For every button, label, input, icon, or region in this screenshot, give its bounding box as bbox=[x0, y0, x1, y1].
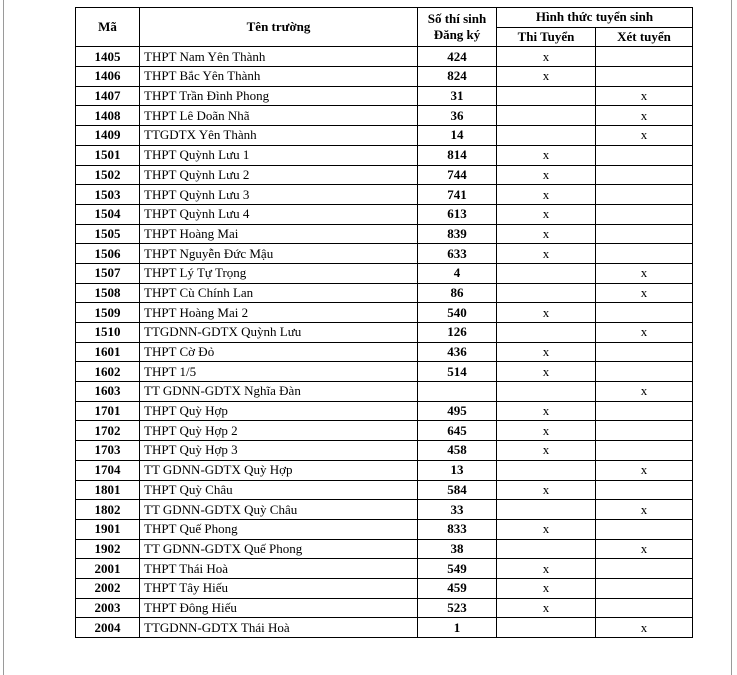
school-name-cell: THPT Quế Phong bbox=[140, 519, 418, 539]
exam-mark-cell bbox=[497, 86, 596, 106]
school-name-cell: THPT Bắc Yên Thành bbox=[140, 67, 418, 87]
review-mark-cell bbox=[596, 47, 693, 67]
exam-mark-cell: x bbox=[497, 185, 596, 205]
school-code-cell: 1701 bbox=[76, 401, 140, 421]
table-row bbox=[76, 145, 693, 165]
header-applicant-count bbox=[418, 8, 497, 47]
school-code-cell: 1801 bbox=[76, 480, 140, 500]
table-row bbox=[76, 126, 693, 146]
table-row bbox=[76, 421, 693, 441]
applicant-count-cell: 36 bbox=[418, 106, 497, 126]
review-mark-cell bbox=[596, 421, 693, 441]
review-mark-cell bbox=[596, 244, 693, 264]
review-mark-cell bbox=[596, 67, 693, 87]
table-row bbox=[76, 165, 693, 185]
review-mark-cell: x bbox=[596, 539, 693, 559]
header-count-line1: Số thí sinh bbox=[427, 11, 487, 27]
school-name-cell: THPT Thái Hoà bbox=[140, 559, 418, 579]
review-mark-cell: x bbox=[596, 323, 693, 343]
exam-mark-cell: x bbox=[497, 47, 596, 67]
school-code-cell: 1702 bbox=[76, 421, 140, 441]
review-mark-cell: x bbox=[596, 283, 693, 303]
review-mark-cell bbox=[596, 401, 693, 421]
applicant-count-cell: 833 bbox=[418, 519, 497, 539]
school-name-cell: THPT Quỳnh Lưu 3 bbox=[140, 185, 418, 205]
school-code-cell: 1901 bbox=[76, 519, 140, 539]
school-code-cell: 2004 bbox=[76, 618, 140, 638]
applicant-count-cell: 584 bbox=[418, 480, 497, 500]
header-review: Xét tuyển bbox=[596, 27, 693, 47]
school-code-cell: 1902 bbox=[76, 539, 140, 559]
applicant-count-cell: 86 bbox=[418, 283, 497, 303]
school-code-cell: 1602 bbox=[76, 362, 140, 382]
table-row bbox=[76, 244, 693, 264]
exam-mark-cell bbox=[497, 500, 596, 520]
school-name-cell: TTGDNN-GDTX Thái Hoà bbox=[140, 618, 418, 638]
school-code-cell: 1703 bbox=[76, 441, 140, 461]
school-code-cell: 1505 bbox=[76, 224, 140, 244]
exam-mark-cell bbox=[497, 106, 596, 126]
school-name-cell: THPT Quỳ Hợp 3 bbox=[140, 441, 418, 461]
school-code-cell: 1601 bbox=[76, 342, 140, 362]
exam-mark-cell: x bbox=[497, 421, 596, 441]
table-row bbox=[76, 323, 693, 343]
page-edge-left bbox=[3, 0, 4, 675]
applicant-count-cell: 514 bbox=[418, 362, 497, 382]
review-mark-cell: x bbox=[596, 263, 693, 283]
registration-table bbox=[75, 7, 693, 638]
review-mark-cell bbox=[596, 303, 693, 323]
applicant-count-cell: 633 bbox=[418, 244, 497, 264]
table-row bbox=[76, 283, 693, 303]
applicant-count-cell: 458 bbox=[418, 441, 497, 461]
applicant-count-cell: 1 bbox=[418, 618, 497, 638]
review-mark-cell: x bbox=[596, 500, 693, 520]
exam-mark-cell: x bbox=[497, 244, 596, 264]
review-mark-cell: x bbox=[596, 460, 693, 480]
table-row bbox=[76, 362, 693, 382]
review-mark-cell: x bbox=[596, 382, 693, 402]
applicant-count-cell: 13 bbox=[418, 460, 497, 480]
exam-mark-cell bbox=[497, 539, 596, 559]
applicant-count-cell: 436 bbox=[418, 342, 497, 362]
school-code-cell: 2002 bbox=[76, 578, 140, 598]
exam-mark-cell: x bbox=[497, 578, 596, 598]
school-code-cell: 1502 bbox=[76, 165, 140, 185]
review-mark-cell: x bbox=[596, 106, 693, 126]
exam-mark-cell: x bbox=[497, 362, 596, 382]
table-row bbox=[76, 224, 693, 244]
applicant-count-cell: 744 bbox=[418, 165, 497, 185]
table-row bbox=[76, 578, 693, 598]
table-row bbox=[76, 519, 693, 539]
review-mark-cell bbox=[596, 165, 693, 185]
school-name-cell: TTGDTX Yên Thành bbox=[140, 126, 418, 146]
exam-mark-cell bbox=[497, 460, 596, 480]
school-code-cell: 2003 bbox=[76, 598, 140, 618]
school-name-cell: THPT Quỳnh Lưu 2 bbox=[140, 165, 418, 185]
table-row bbox=[76, 204, 693, 224]
exam-mark-cell: x bbox=[497, 303, 596, 323]
review-mark-cell bbox=[596, 441, 693, 461]
table-row bbox=[76, 460, 693, 480]
school-name-cell: THPT Trần Đình Phong bbox=[140, 86, 418, 106]
table-row bbox=[76, 598, 693, 618]
applicant-count-cell: 31 bbox=[418, 86, 497, 106]
review-mark-cell: x bbox=[596, 126, 693, 146]
table-row bbox=[76, 185, 693, 205]
exam-mark-cell: x bbox=[497, 165, 596, 185]
school-code-cell: 1509 bbox=[76, 303, 140, 323]
exam-mark-cell bbox=[497, 618, 596, 638]
school-name-cell: TT GDNN-GDTX Nghĩa Đàn bbox=[140, 382, 418, 402]
table-row bbox=[76, 342, 693, 362]
table-row bbox=[76, 303, 693, 323]
exam-mark-cell: x bbox=[497, 401, 596, 421]
school-name-cell: THPT Nam Yên Thành bbox=[140, 47, 418, 67]
review-mark-cell bbox=[596, 342, 693, 362]
table-row bbox=[76, 263, 693, 283]
applicant-count-cell: 424 bbox=[418, 47, 497, 67]
school-name-cell: THPT Hoàng Mai bbox=[140, 224, 418, 244]
table-row bbox=[76, 86, 693, 106]
review-mark-cell bbox=[596, 578, 693, 598]
school-code-cell: 1406 bbox=[76, 67, 140, 87]
table-row bbox=[76, 382, 693, 402]
applicant-count-cell: 126 bbox=[418, 323, 497, 343]
applicant-count-cell: 824 bbox=[418, 67, 497, 87]
school-name-cell: THPT Đông Hiếu bbox=[140, 598, 418, 618]
review-mark-cell bbox=[596, 519, 693, 539]
table-row bbox=[76, 441, 693, 461]
school-name-cell: THPT Quỳ Hợp 2 bbox=[140, 421, 418, 441]
applicant-count-cell: 38 bbox=[418, 539, 497, 559]
school-name-cell: THPT Cờ Đỏ bbox=[140, 342, 418, 362]
exam-mark-cell bbox=[497, 126, 596, 146]
school-code-cell: 1409 bbox=[76, 126, 140, 146]
review-mark-cell: x bbox=[596, 86, 693, 106]
school-name-cell: THPT Lê Doãn Nhã bbox=[140, 106, 418, 126]
school-name-cell: THPT 1/5 bbox=[140, 362, 418, 382]
table-header bbox=[76, 8, 693, 47]
school-code-cell: 2001 bbox=[76, 559, 140, 579]
applicant-count-cell: 495 bbox=[418, 401, 497, 421]
review-mark-cell bbox=[596, 185, 693, 205]
table-row bbox=[76, 106, 693, 126]
school-name-cell: TT GDNN-GDTX Quỳ Hợp bbox=[140, 460, 418, 480]
exam-mark-cell: x bbox=[497, 598, 596, 618]
school-name-cell: THPT Nguyễn Đức Mậu bbox=[140, 244, 418, 264]
review-mark-cell bbox=[596, 204, 693, 224]
applicant-count-cell: 33 bbox=[418, 500, 497, 520]
school-code-cell: 1508 bbox=[76, 283, 140, 303]
exam-mark-cell: x bbox=[497, 224, 596, 244]
school-code-cell: 1407 bbox=[76, 86, 140, 106]
table-row bbox=[76, 401, 693, 421]
school-code-cell: 1405 bbox=[76, 47, 140, 67]
header-admission-method: Hình thức tuyển sinh bbox=[497, 8, 693, 28]
school-name-cell: THPT Quỳ Hợp bbox=[140, 401, 418, 421]
exam-mark-cell bbox=[497, 283, 596, 303]
applicant-count-cell: 814 bbox=[418, 145, 497, 165]
exam-mark-cell: x bbox=[497, 480, 596, 500]
header-count-line2: Đăng ký bbox=[433, 27, 481, 43]
exam-mark-cell bbox=[497, 382, 596, 402]
applicant-count-cell: 459 bbox=[418, 578, 497, 598]
applicant-count-cell: 540 bbox=[418, 303, 497, 323]
exam-mark-cell: x bbox=[497, 145, 596, 165]
header-code: Mã bbox=[76, 8, 140, 47]
school-name-cell: TT GDNN-GDTX Quế Phong bbox=[140, 539, 418, 559]
header-exam: Thi Tuyển bbox=[497, 27, 596, 47]
applicant-count-cell: 4 bbox=[418, 263, 497, 283]
review-mark-cell bbox=[596, 559, 693, 579]
school-name-cell: THPT Quỳ Châu bbox=[140, 480, 418, 500]
exam-mark-cell: x bbox=[497, 204, 596, 224]
applicant-count-cell: 523 bbox=[418, 598, 497, 618]
applicant-count-cell: 645 bbox=[418, 421, 497, 441]
applicant-count-cell: 741 bbox=[418, 185, 497, 205]
applicant-count-cell: 613 bbox=[418, 204, 497, 224]
applicant-count-cell: 839 bbox=[418, 224, 497, 244]
school-code-cell: 1501 bbox=[76, 145, 140, 165]
table-row bbox=[76, 559, 693, 579]
header-school-name: Tên trường bbox=[140, 8, 418, 47]
exam-mark-cell: x bbox=[497, 519, 596, 539]
table-body bbox=[76, 47, 693, 638]
school-code-cell: 1408 bbox=[76, 106, 140, 126]
school-name-cell: THPT Lý Tự Trọng bbox=[140, 263, 418, 283]
table-row bbox=[76, 539, 693, 559]
table-row bbox=[76, 67, 693, 87]
table-row bbox=[76, 618, 693, 638]
review-mark-cell bbox=[596, 480, 693, 500]
school-name-cell: THPT Hoàng Mai 2 bbox=[140, 303, 418, 323]
school-code-cell: 1510 bbox=[76, 323, 140, 343]
school-code-cell: 1802 bbox=[76, 500, 140, 520]
exam-mark-cell bbox=[497, 263, 596, 283]
table-row bbox=[76, 47, 693, 67]
exam-mark-cell bbox=[497, 323, 596, 343]
exam-mark-cell: x bbox=[497, 441, 596, 461]
review-mark-cell bbox=[596, 224, 693, 244]
page-edge-right bbox=[731, 0, 732, 675]
exam-mark-cell: x bbox=[497, 342, 596, 362]
table-row bbox=[76, 500, 693, 520]
school-name-cell: THPT Quỳnh Lưu 1 bbox=[140, 145, 418, 165]
school-code-cell: 1504 bbox=[76, 204, 140, 224]
review-mark-cell bbox=[596, 598, 693, 618]
table-row bbox=[76, 480, 693, 500]
school-code-cell: 1603 bbox=[76, 382, 140, 402]
review-mark-cell: x bbox=[596, 618, 693, 638]
review-mark-cell bbox=[596, 145, 693, 165]
exam-mark-cell: x bbox=[497, 67, 596, 87]
school-code-cell: 1704 bbox=[76, 460, 140, 480]
school-name-cell: THPT Cù Chính Lan bbox=[140, 283, 418, 303]
review-mark-cell bbox=[596, 362, 693, 382]
exam-mark-cell: x bbox=[497, 559, 596, 579]
school-code-cell: 1507 bbox=[76, 263, 140, 283]
applicant-count-cell: 549 bbox=[418, 559, 497, 579]
school-name-cell: THPT Tây Hiếu bbox=[140, 578, 418, 598]
school-code-cell: 1506 bbox=[76, 244, 140, 264]
applicant-count-cell bbox=[418, 382, 497, 402]
school-name-cell: TTGDNN-GDTX Quỳnh Lưu bbox=[140, 323, 418, 343]
school-code-cell: 1503 bbox=[76, 185, 140, 205]
applicant-count-cell: 14 bbox=[418, 126, 497, 146]
school-name-cell: TT GDNN-GDTX Quỳ Châu bbox=[140, 500, 418, 520]
school-name-cell: THPT Quỳnh Lưu 4 bbox=[140, 204, 418, 224]
